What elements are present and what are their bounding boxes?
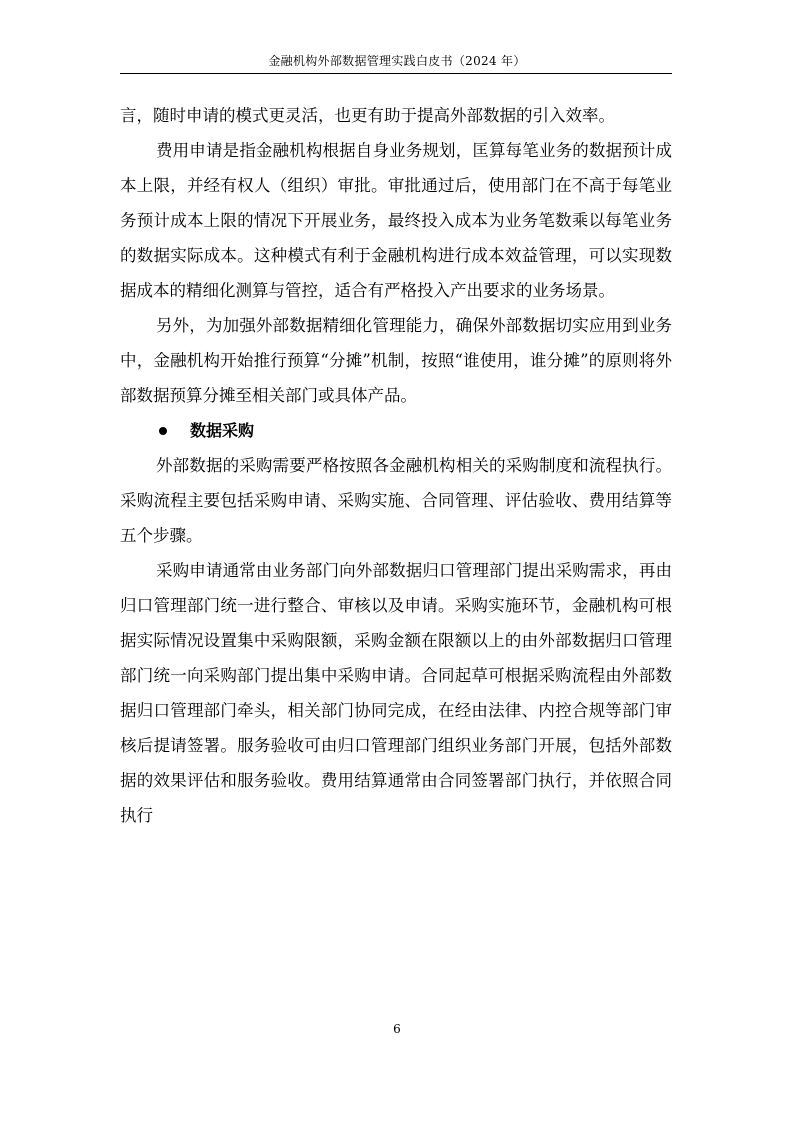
running-header: 金融机构外部数据管理实践白皮书（2024 年）	[268, 54, 526, 68]
page-number: 6	[393, 1022, 401, 1036]
bullet-icon	[159, 427, 167, 435]
section-heading-data-procurement	[120, 413, 672, 448]
paragraph-procurement-overview: 外部数据的采购需要严格按照各金融机构相关的采购制度和流程执行。采购流程主要包括采购申请、采购实施、合同管理、评估验收、费用结算等五个步骤。	[120, 456, 672, 545]
header-rule	[120, 73, 672, 74]
page-body	[120, 98, 672, 833]
paragraph-budget-allocation: 另外，为加强外部数据精细化管理能力，确保外部数据切实应用到业务中，金融机构开始推行预算“分摊”机制，按照“谁使用，谁分摊”的原则将外部数据预算分摊至相关部门或具体产品。	[120, 316, 672, 405]
paragraph-continuation: 言，随时申请的模式更灵活，也更有助于提高外部数据的引入效率。	[120, 106, 615, 125]
paragraph-procurement-steps: 采购申请通常由业务部门向外部数据归口管理部门提出采购需求，再由归口管理部门统一进行整合、审核以及申请。采购实施环节，金融机构可根据实际情况设置集中采购限额，采购金额在限额以上的由外部数据归口管理部门统一向采购部门提出集中采购申请。合同起草可根据采购流程由外部数据归口管理部门牵头，相关部门协同完成，在经由法律、内控合规等部门审核后提请签署。服务验收可由归口管理部门组织业务部门开展，包括外部数据的效果评估和服务验收。费用结算通常由合同签署部门执行，并依照合同执行	[120, 561, 672, 825]
section-heading-text: 数据采购	[190, 421, 255, 440]
paragraph-expense-application: 费用申请是指金融机构根据自身业务规划，匡算每笔业务的数据预计成本上限，并经有权人（组织）审批。审批通过后，使用部门在不高于每笔业务预计成本上限的情况下开展业务，最终投入成本为业务笔数乘以每笔业务的数据实际成本。这种模式有利于金融机构进行成本效益管理，可以实现数据成本的精细化测算与管控，适合有严格投入产出要求的业务场景。	[120, 141, 672, 300]
